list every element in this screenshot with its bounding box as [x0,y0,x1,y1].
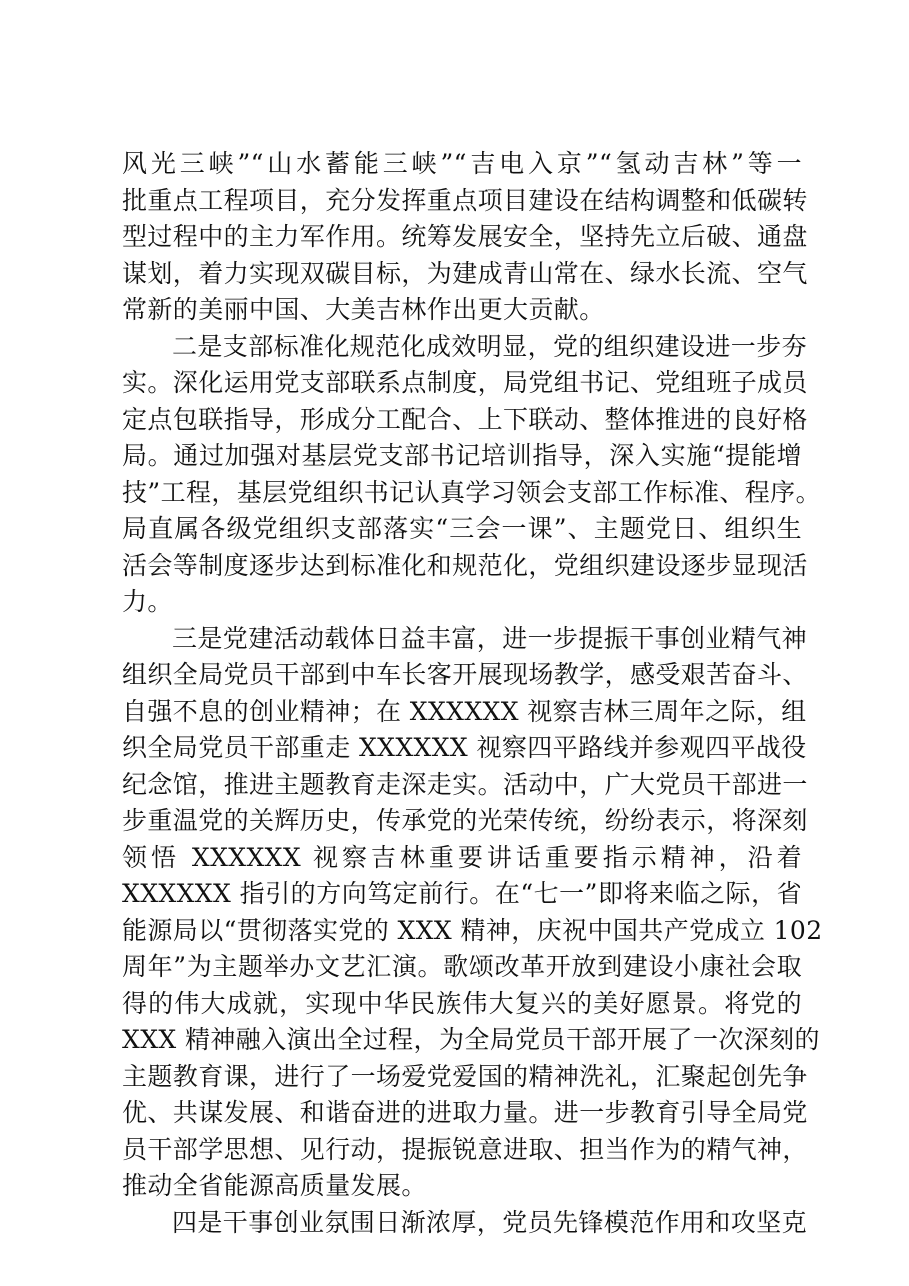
paragraph-first-line: 二是支部标准化规范化成效明显，党的组织建设进一步夯 [172,331,808,361]
text-line: 织全局党员干部重走 XXXXXX 视察四平路线并参观四平战役 [122,733,807,762]
text-line: 活会等制度逐步达到标准化和规范化，党组织建设逐步显现活 [122,550,808,580]
text-line: 能源局以“贯彻落实党的 XXX 精神，庆祝中国共产党成立 102 [122,915,823,945]
text-line: 定点包联指导，形成分工配合、上下联动、整体推进的良好格 [122,404,808,434]
text-line: 优、共谋发展、和谐奋进的进取力量。进一步教育引导全局党 [122,1098,808,1127]
text-line: 批重点工程项目，充分发挥重点项目建设在结构调整和低碳转 [122,185,808,215]
text-line: 力。 [122,587,173,616]
text-line: XXX 精神融入演出全过程，为全局党员干部开展了一次深刻的 [122,1025,820,1054]
text-line: 技”工程，基层党组织书记认真学习领会支部工作标准、程序。 [122,477,821,507]
paragraph-first-line: 四是干事创业氛围日渐浓厚，党员先锋模范作用和攻坚克 [172,1207,808,1237]
text-line: 领悟 XXXXXX 视察吉林重要讲话重要指示精神，沿着 [122,842,802,872]
text-line: 常新的美丽中国、大美吉林作出更大贡献。 [122,295,605,324]
text-line: 局。通过加强对基层党支部书记培训指导，深入实施“提能增 [122,441,802,470]
text-line: 实。深化运用党支部联系点制度，局党组书记、党组班子成员 [122,368,808,397]
text-line: 自强不息的创业精神；在 XXXXXX 视察吉林三周年之际，组 [122,696,807,726]
text-line: 推动全省能源高质量发展。 [122,1171,427,1200]
text-line: 主题教育课，进行了一场爱党爱国的精神洗礼，汇聚起创先争 [122,1061,808,1091]
text-line: 风光三峡”“山水蓄能三峡”“吉电入京”“氢动吉林”等一 [122,149,802,178]
text-line: 步重温党的关辉历史，传承党的光荣传统，纷纷表示，将深刻 [122,806,808,835]
text-line: 型过程中的主力军作用。统筹发展安全，坚持先立后破、通盘 [122,222,808,251]
body-text [122,146,823,1241]
text-line: 周年”为主题举办文艺汇演。歌颂改革开放到建设小康社会取 [122,952,802,981]
text-line: 谋划，着力实现双碳目标，为建成青山常在、绿水长流、空气 [122,258,808,288]
text-line: 得的伟大成就，实现中华民族伟大复兴的美好愿景。将党的 [122,988,802,1018]
text-line: 组织全局党员干部到中车长客开展现场教学，感受艰苦奋斗、 [122,660,808,689]
text-line: 员干部学思想、见行动，提振锐意进取、担当作为的精气神， [122,1134,808,1164]
text-line: XXXXXX 指引的方向笃定前行。在“七一”即将来临之际，省 [122,879,802,908]
text-line: 局直属各级党组织支部落实“三会一课”、主题党日、组织生 [122,514,802,543]
text-line: 纪念馆，推进主题教育走深走实。活动中，广大党员干部进一 [122,769,808,799]
paragraph-first-line: 三是党建活动载体日益丰富，进一步提振干事创业精气神 [172,623,808,653]
